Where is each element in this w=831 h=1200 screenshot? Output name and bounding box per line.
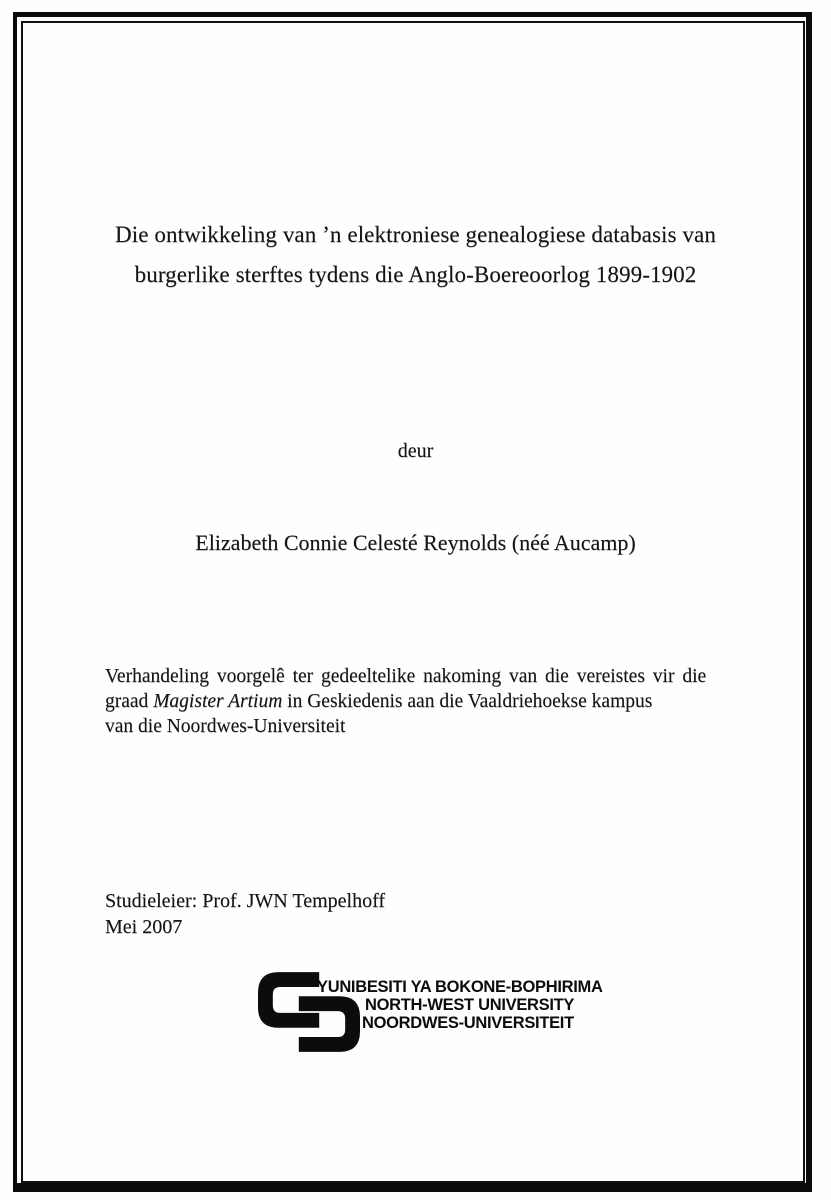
degree-name-italic: Magister Artium — [153, 691, 283, 712]
logo-text-afrikaans: NOORDWES-UNIVERSITEIT — [362, 1014, 574, 1032]
degree-statement-line-2-suffix: in Geskiedenis aan die Vaaldriehoekse kampus — [282, 691, 653, 712]
degree-statement-line-2 — [105, 689, 737, 714]
degree-statement-line-1: Verhandeling voorgelê ter gedeeltelike nakoming van die vereistes vir die — [105, 666, 707, 687]
supervisor-line: Studieleier: Prof. JWN Tempelhoff — [105, 890, 386, 912]
author-name: Elizabeth Connie Celesté Reynolds (néé Aucamp) — [195, 530, 636, 555]
degree-statement-line-3: van die Noordwes-Universiteit — [105, 716, 346, 737]
degree-statement-line-2-prefix: graad — [105, 691, 154, 712]
nwu-logo — [258, 968, 603, 1058]
date-line: Mei 2007 — [105, 916, 183, 938]
thesis-title-line-1: Die ontwikkeling van ’n elektroniese genealogiese databasis van — [115, 222, 716, 247]
byline: deur — [397, 440, 434, 462]
thesis-title-line-2: burgerlike sterftes tydens die Anglo-Boereoorlog 1899-1902 — [134, 262, 697, 287]
logo-text-setswana: YUNIBESITI YA BOKONE-BOPHIRIMA — [317, 978, 603, 996]
degree-statement — [105, 664, 737, 739]
supervisor-block — [105, 888, 385, 940]
thesis-title — [0, 215, 831, 295]
logo-text-english: NORTH-WEST UNIVERSITY — [365, 996, 575, 1014]
